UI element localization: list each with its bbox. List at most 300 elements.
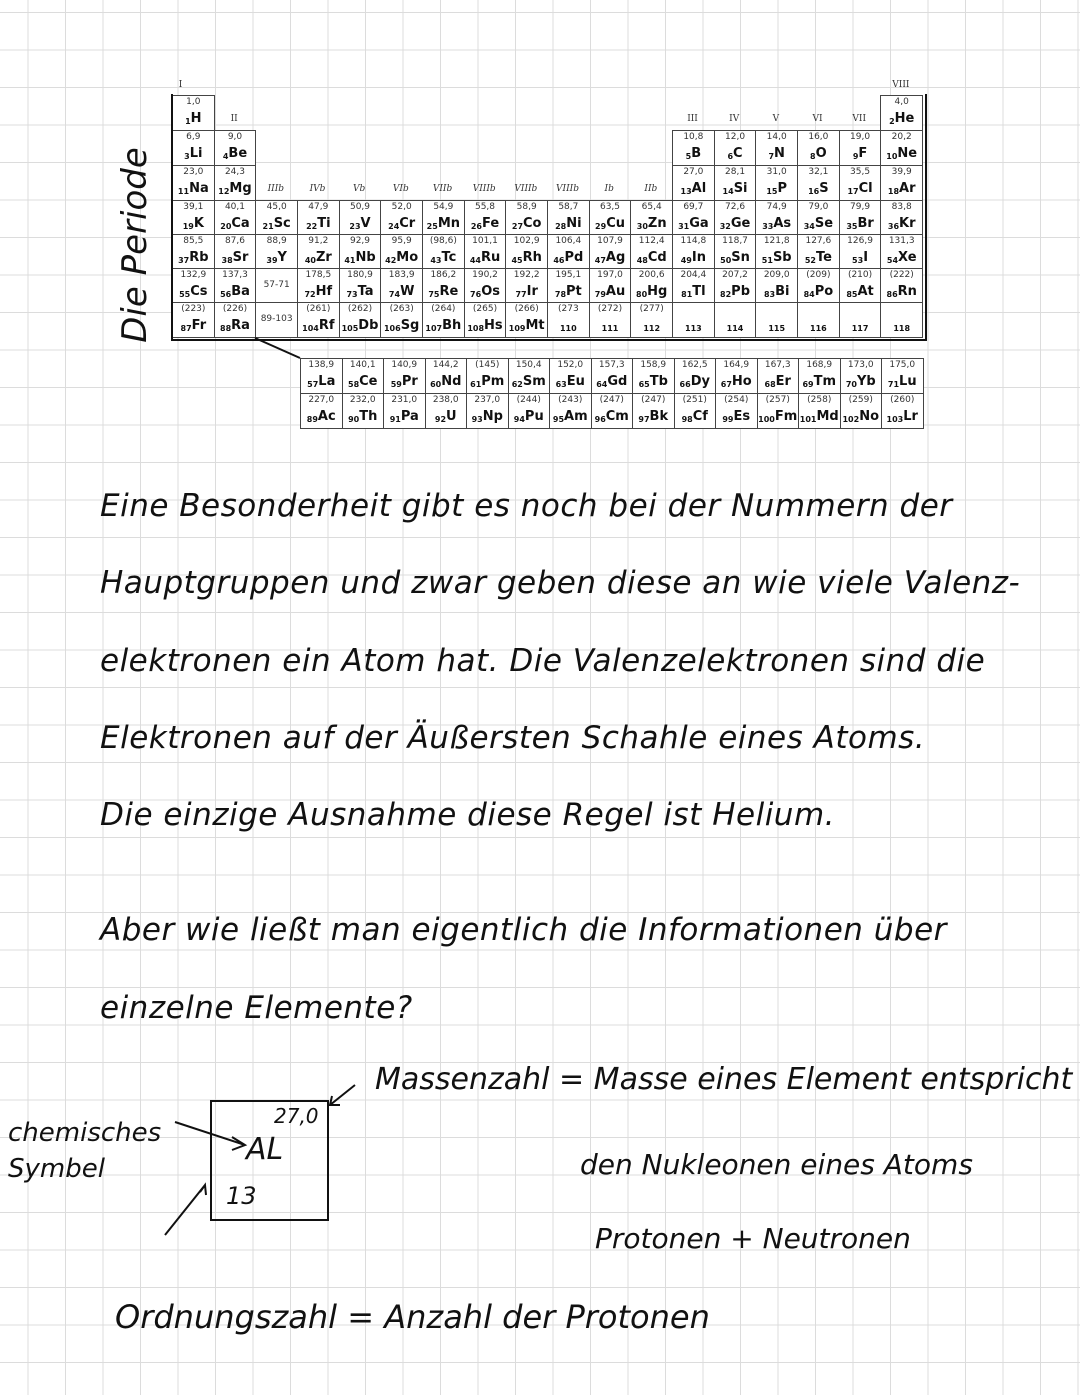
atomic-number: 43: [430, 256, 442, 265]
atomic-mass: (226): [222, 304, 248, 314]
atomic-number: 59: [390, 380, 402, 389]
atomic-mass: (273: [557, 304, 579, 314]
atomic-number: 33: [762, 222, 774, 231]
atomic-number: 53: [852, 256, 864, 265]
element-symbol: $_{49}$In: [680, 250, 706, 265]
atomic-number: 23: [349, 222, 361, 231]
element-symbol: $_6$C: [727, 146, 743, 161]
element-symbol: $_{27}$Co: [511, 216, 542, 231]
element-symbol: $_{101}$Md: [799, 409, 839, 424]
atomic-number: 105: [341, 324, 359, 333]
atomic-number: 117: [851, 324, 869, 333]
element-symbol: $_{79}$Au: [594, 284, 626, 299]
element-symbol: $_{60}$Nd: [430, 374, 462, 389]
atomic-number: 3: [184, 152, 190, 161]
element-symbol: $_{11}$Na: [177, 181, 209, 196]
element-symbol: $_{32}$Ge: [719, 216, 751, 231]
atomic-mass: (263): [389, 304, 414, 314]
atomic-mass: (258): [807, 395, 832, 405]
element-symbol: $_{93}$Np: [471, 409, 503, 424]
atomic-number: 45: [511, 256, 523, 265]
atomic-mass: (247): [641, 395, 666, 405]
mass-number-line2: den Nukleonen eines Atoms: [580, 1148, 973, 1181]
note-line: Die einzige Ausnahme diese Regel ist Helium.: [100, 797, 835, 833]
group-label: V: [772, 114, 780, 124]
arrow-icon: [165, 1185, 206, 1235]
atomic-number: 91: [389, 415, 401, 424]
atomic-mass: 180,9: [347, 270, 373, 280]
atomic-number-definition: Ordnungszahl = Anzahl der Protonen: [115, 1298, 710, 1336]
atomic-mass: 150,4: [515, 360, 542, 370]
element-symbol: $_{63}$Eu: [555, 374, 585, 389]
note-line: Elektronen auf der Äußersten Schahle eines Atoms.: [100, 720, 926, 756]
element-symbol: $_{14}$Si: [722, 181, 748, 196]
element-symbol: $_{18}$Ar: [887, 181, 916, 196]
atomic-number: 41: [344, 256, 356, 265]
element-symbol: $_{55}$Cs: [179, 284, 208, 299]
element-symbol: $_{51}$Sb: [761, 250, 792, 265]
atomic-number: 26: [470, 222, 482, 231]
group-label: Ib: [604, 184, 614, 194]
element-symbol: $_7$N: [768, 146, 785, 161]
note-line: Aber wie ließt man eigentlich die Informationen über: [100, 912, 947, 948]
element-symbol: $_{34}$Se: [803, 216, 834, 231]
atomic-mass: 186,2: [430, 270, 457, 280]
atomic-number: 114: [726, 324, 744, 333]
atomic-mass: (257): [765, 395, 790, 405]
atomic-number: 32: [719, 222, 731, 231]
element-symbol: $_{106}$Sg: [383, 318, 420, 333]
atomic-number: 34: [803, 222, 815, 231]
atomic-number: 69: [802, 380, 814, 389]
atomic-number: 62: [511, 380, 523, 389]
element-symbol: $_{81}$Tl: [681, 284, 706, 299]
atomic-mass: 72,6: [725, 202, 746, 212]
element-symbol: $_{66}$Dy: [679, 374, 710, 389]
atomic-mass: 10,8: [683, 132, 704, 142]
atomic-mass: 65,4: [641, 202, 662, 212]
element-symbol: $_{41}$Nb: [344, 250, 376, 265]
atomic-number: 112: [643, 324, 661, 333]
element-symbol: $_{85}$At: [846, 284, 874, 299]
atomic-number: 110: [559, 324, 577, 333]
element-symbol: $_{31}$Ga: [678, 216, 709, 231]
element-symbol: $_8$O: [810, 146, 827, 161]
atomic-number: 63: [555, 380, 567, 389]
box-mass: 27,0: [274, 1104, 319, 1128]
element-symbol: $_{56}$Ba: [220, 284, 250, 299]
atomic-mass: 102,9: [513, 236, 540, 246]
atomic-mass: (259): [848, 395, 873, 405]
atomic-number: 101: [799, 415, 817, 424]
atomic-number: 67: [720, 380, 732, 389]
atomic-mass: 85,5: [183, 236, 204, 246]
element-symbol: $_{82}$Pb: [720, 284, 751, 299]
element-symbol: $_{105}$Db: [341, 318, 379, 333]
atomic-number: 68: [764, 380, 776, 389]
atomic-number: 9: [852, 152, 859, 161]
element-symbol: $_{88}$Ra: [220, 318, 250, 333]
atomic-number: 111: [601, 324, 619, 333]
atomic-mass: 138,9: [308, 360, 335, 370]
element-symbol: $_{21}$Sc: [262, 216, 291, 231]
atomic-mass: (145): [475, 360, 500, 370]
element-symbol: $_{76}$Os: [470, 284, 500, 299]
group-label: III: [687, 114, 698, 124]
atomic-number: 109: [508, 324, 526, 333]
atomic-mass: 209,0: [763, 270, 790, 280]
atomic-mass: (272): [597, 304, 623, 314]
atomic-mass: 183,9: [388, 270, 415, 280]
element-symbol: $_{35}$Br: [846, 216, 874, 231]
atomic-mass: 50,9: [349, 202, 371, 212]
atomic-number: 56: [220, 290, 232, 299]
atomic-mass: (265): [472, 304, 498, 314]
element-symbol: $_{102}$No: [842, 409, 879, 424]
element-symbol: $_{50}$Sn: [720, 250, 750, 265]
atomic-mass: 195,1: [555, 270, 582, 280]
atomic-number: 79: [594, 290, 606, 299]
atomic-mass: 175,0: [889, 360, 916, 370]
atomic-mass: (222): [889, 270, 914, 280]
atomic-mass: 69,7: [683, 202, 704, 212]
atomic-number: 22: [306, 222, 318, 231]
atomic-number: 24: [388, 222, 400, 231]
element-symbol: $_{72}$Hf: [304, 284, 333, 299]
element-symbol: $_{89}$Ac: [306, 409, 336, 424]
atomic-number: 92: [434, 415, 447, 424]
atomic-number: 17: [847, 187, 859, 196]
atomic-mass: 158,9: [640, 360, 667, 370]
atomic-mass: 140,1: [349, 360, 376, 370]
atomic-mass: (244): [516, 395, 541, 405]
atomic-mass: (210): [847, 270, 873, 280]
atomic-number: 55: [179, 290, 191, 299]
atomic-mass: 152,0: [557, 360, 584, 370]
atomic-number: 14: [722, 187, 734, 196]
atomic-number: 11: [177, 187, 190, 196]
element-symbol: $_{61}$Pm: [470, 374, 505, 389]
element-symbol: $_{68}$Er: [764, 374, 791, 389]
atomic-number: 78: [554, 290, 567, 299]
element-symbol: $_{54}$Xe: [886, 250, 917, 265]
element-symbol: $_{92}$U: [434, 409, 457, 424]
atomic-number: 46: [553, 256, 565, 265]
atomic-mass: 47,9: [308, 202, 329, 212]
atomic-mass: 16,0: [808, 132, 829, 142]
group-label: II: [230, 114, 238, 124]
atomic-number: 100: [758, 415, 775, 424]
atomic-number: 72: [304, 290, 316, 299]
atomic-number: 75: [428, 290, 440, 299]
element-symbol: $_{62}$Sm: [511, 374, 546, 389]
atomic-number: 38: [221, 256, 233, 265]
element-symbol: $_{91}$Pa: [389, 409, 419, 424]
atomic-number: 16: [808, 187, 820, 196]
atomic-number: 4: [222, 152, 229, 161]
group-label: I: [178, 80, 183, 90]
atomic-mass: 74,9: [766, 202, 787, 212]
atomic-number: 96: [594, 415, 606, 424]
atomic-number: 42: [385, 256, 397, 265]
atomic-number: 106: [383, 324, 401, 333]
element-symbol: $_{67}$Ho: [720, 374, 752, 389]
atomic-mass: 52,0: [391, 202, 412, 212]
atomic-number: 87: [180, 324, 192, 333]
arrow-icon: [175, 1122, 245, 1150]
atomic-number: 102: [842, 415, 860, 424]
group-label: VI: [812, 114, 823, 124]
atomic-number: 5: [685, 152, 692, 161]
note-line: elektronen ein Atom hat. Die Valenzelektronen sind die: [100, 643, 986, 679]
element-symbol: $_{52}$Te: [804, 250, 832, 265]
atomic-mass: 121,8: [763, 236, 790, 246]
atomic-mass: 27,0: [683, 167, 704, 177]
element-symbol: $_{17}$Cl: [847, 181, 873, 196]
element-symbol: $_4$Be: [222, 146, 248, 161]
element-symbol: $_{43}$Tc: [430, 250, 457, 265]
atomic-mass: 39,9: [891, 167, 912, 177]
element-symbol: $_{28}$Ni: [555, 216, 582, 231]
atomic-mass: 190,2: [472, 270, 498, 280]
atomic-mass: 132,9: [180, 270, 207, 280]
atomic-number: 77: [515, 290, 527, 299]
atomic-number: 82: [720, 290, 732, 299]
atomic-mass: 58,7: [558, 202, 579, 212]
atomic-number: 74: [388, 290, 401, 299]
atomic-mass: 79,0: [808, 202, 829, 212]
group-label: IIIb: [267, 184, 285, 194]
box-symbol: AL: [246, 1132, 284, 1167]
atomic-mass: 79,9: [850, 202, 871, 212]
atomic-number: 61: [470, 380, 482, 389]
atomic-mass: 168,9: [806, 360, 833, 370]
element-symbol: $_9$F: [852, 146, 868, 161]
atomic-number: 99: [722, 415, 734, 424]
atomic-mass: (260): [890, 395, 915, 405]
element-symbol: $_{103}$Lr: [886, 409, 918, 424]
element-symbol: $_{86}$Rn: [886, 284, 917, 299]
atomic-mass: 9,0: [227, 132, 243, 142]
element-symbol: $_{71}$Lu: [887, 374, 917, 389]
atomic-mass: 19,0: [850, 132, 871, 142]
atomic-mass: 83,8: [891, 202, 912, 212]
element-symbol: $_{24}$Cr: [388, 216, 416, 231]
arrow-icon: [330, 1085, 355, 1105]
element-symbol: $_{57}$La: [307, 374, 336, 389]
mass-number-line3: Protonen + Neutronen: [595, 1222, 911, 1255]
atomic-number: 6: [727, 152, 734, 161]
atomic-number: 39: [266, 256, 278, 265]
atomic-mass: 92,9: [349, 236, 371, 246]
atomic-number: 12: [218, 187, 230, 196]
atomic-number: 98: [681, 415, 693, 424]
atomic-number: 49: [680, 256, 692, 265]
atomic-mass: 55,8: [474, 202, 496, 212]
element-symbol: $_{38}$Sr: [221, 250, 249, 265]
atomic-mass: 87,6: [224, 236, 245, 246]
element-symbol: $_{23}$V: [349, 216, 371, 231]
atomic-mass: (98,6): [429, 236, 457, 246]
atomic-mass: 54,9: [433, 202, 454, 212]
atomic-mass: 20,2: [891, 132, 912, 142]
atomic-number: 29: [595, 222, 607, 231]
element-symbol: $_{100}$Fm: [758, 409, 798, 424]
atomic-mass: 173,0: [847, 360, 874, 370]
atomic-number: 88: [220, 324, 232, 333]
range-label: 89-103: [260, 314, 293, 324]
atomic-number: 113: [685, 324, 702, 333]
atomic-mass: 197,0: [597, 270, 623, 280]
atomic-number: 94: [513, 415, 525, 424]
atomic-mass: 88,9: [266, 236, 287, 246]
atomic-number: 51: [761, 256, 773, 265]
atomic-number: 21: [262, 222, 274, 231]
element-symbol: $_{40}$Zr: [304, 250, 332, 265]
atomic-number: 18: [887, 187, 900, 196]
element-symbol: $_{20}$Ca: [220, 216, 250, 231]
atomic-number: 52: [804, 256, 816, 265]
atomic-number: 13: [680, 187, 692, 196]
atomic-mass: 231,0: [391, 395, 418, 405]
atomic-mass: 118,7: [722, 236, 748, 246]
element-symbol: $_{65}$Tb: [638, 374, 668, 389]
atomic-number: 90: [348, 415, 360, 424]
group-label: IVb: [309, 184, 326, 194]
atomic-number: 27: [511, 222, 524, 231]
atomic-mass: 144,2: [432, 360, 459, 370]
element-symbol: $_{59}$Pr: [390, 374, 418, 389]
atomic-mass: 127,6: [805, 236, 832, 246]
element-symbol: $_{90}$Th: [348, 409, 378, 424]
atomic-mass: 63,5: [599, 202, 621, 212]
side-label-periode: Die Periode: [115, 147, 155, 343]
atomic-mass: (254): [724, 395, 749, 405]
atomic-number: 35: [846, 222, 858, 231]
atomic-number: 40: [304, 256, 316, 265]
atomic-number: 20: [220, 222, 232, 231]
element-symbol: $_{48}$Cd: [636, 250, 667, 265]
atomic-mass: 32,1: [808, 167, 829, 177]
atomic-mass: 162,5: [681, 360, 708, 370]
element-symbol: $_{87}$Fr: [180, 318, 207, 333]
element-symbol: $_{84}$Po: [803, 284, 834, 299]
element-symbol: $_3$Li: [184, 146, 203, 161]
element-symbol: $_{80}$Hg: [636, 284, 668, 299]
element-symbol: $_{53}$I: [852, 250, 869, 265]
element-symbol: $_{69}$Tm: [802, 374, 837, 389]
atomic-number: 83: [763, 290, 776, 299]
element-symbol: $_{64}$Gd: [596, 374, 628, 389]
element-symbol: $_{94}$Pu: [513, 409, 544, 424]
atomic-mass: 107,9: [597, 236, 623, 246]
atomic-number: 15: [766, 187, 778, 196]
atomic-number: 30: [636, 222, 648, 231]
mass-number-definition: Massenzahl = Masse eines Element entspricht: [375, 1062, 1073, 1097]
element-symbol: $_{26}$Fe: [470, 216, 500, 231]
note-line: Hauptgruppen und zwar geben diese an wie viele Valenz-: [100, 565, 1021, 601]
atomic-mass: 232,0: [349, 395, 376, 405]
element-symbol: $_{108}$Hs: [467, 318, 503, 333]
atomic-mass: 227,0: [308, 395, 335, 405]
symbol-label: chemisches Symbel: [8, 1118, 162, 1184]
atomic-number: 95: [552, 415, 565, 424]
atomic-mass: 28,1: [725, 167, 746, 177]
group-label: VIb: [392, 184, 409, 194]
atomic-number: 85: [846, 290, 858, 299]
atomic-mass: 112,4: [638, 236, 665, 246]
atomic-number: 31: [678, 222, 690, 231]
atomic-mass: (266): [514, 304, 539, 314]
group-label: VIII: [892, 80, 910, 90]
lanthanide-connector: [0, 0, 1080, 440]
atomic-mass: 91,2: [308, 236, 329, 246]
atomic-number: 1: [185, 117, 191, 126]
atomic-number: 37: [178, 256, 190, 265]
group-label: VIIIb: [472, 184, 496, 194]
atomic-mass: (209): [806, 270, 831, 280]
atomic-number: 19: [182, 222, 194, 231]
group-label: VII: [852, 114, 867, 124]
element-symbol: $_{109}$Mt: [508, 318, 545, 333]
element-symbol: $_{22}$Ti: [306, 216, 331, 231]
range-label: 57-71: [263, 280, 290, 290]
element-symbol: $_{77}$Ir: [515, 284, 538, 299]
atomic-number: 86: [886, 290, 898, 299]
note-line: Eine Besonderheit gibt es noch bei der Nummern der: [100, 488, 953, 524]
element-symbol: $_{16}$S: [808, 181, 829, 196]
atomic-mass: 137,3: [222, 270, 248, 280]
atomic-number: 7: [768, 152, 775, 161]
atomic-mass: 164,9: [723, 360, 750, 370]
atomic-number: 97: [638, 415, 650, 424]
element-symbol: $_2$He: [889, 111, 915, 126]
element-symbol: $_{39}$Y: [266, 250, 287, 265]
atomic-number: 104: [302, 324, 319, 333]
atomic-number: 25: [426, 222, 438, 231]
element-symbol: $_{30}$Zn: [636, 216, 667, 231]
atomic-number: 28: [555, 222, 567, 231]
atomic-mass: 131,3: [888, 236, 915, 246]
element-symbol: $_{29}$Cu: [595, 216, 625, 231]
atomic-mass: 238,0: [432, 395, 459, 405]
element-symbol: $_{75}$Re: [428, 284, 459, 299]
atomic-mass: (251): [682, 395, 707, 405]
atomic-mass: 6,9: [186, 132, 201, 142]
atomic-mass: 58,9: [516, 202, 537, 212]
group-label: VIIb: [432, 184, 453, 194]
element-symbol: $_{73}$Ta: [346, 284, 374, 299]
atomic-number: 89: [306, 415, 318, 424]
element-symbol: $_{95}$Am: [552, 409, 588, 424]
element-symbol: $_{78}$Pt: [554, 284, 582, 299]
atomic-number: 76: [470, 290, 482, 299]
atomic-mass: (247): [599, 395, 624, 405]
atomic-number: 71: [887, 380, 900, 389]
atomic-number: 36: [887, 222, 900, 231]
atomic-mass: 39,1: [183, 202, 204, 212]
atomic-mass: 45,0: [266, 202, 287, 212]
element-symbol: $_{15}$P: [766, 181, 788, 196]
atomic-number: 84: [803, 290, 815, 299]
element-symbol: $_{25}$Mn: [426, 216, 461, 231]
atomic-number: 57: [307, 380, 319, 389]
group-label: VIIIb: [556, 184, 579, 194]
atomic-mass: (262): [347, 304, 373, 314]
box-number: 13: [226, 1182, 257, 1210]
atomic-mass: 167,3: [764, 360, 791, 370]
atomic-number: 81: [681, 290, 693, 299]
